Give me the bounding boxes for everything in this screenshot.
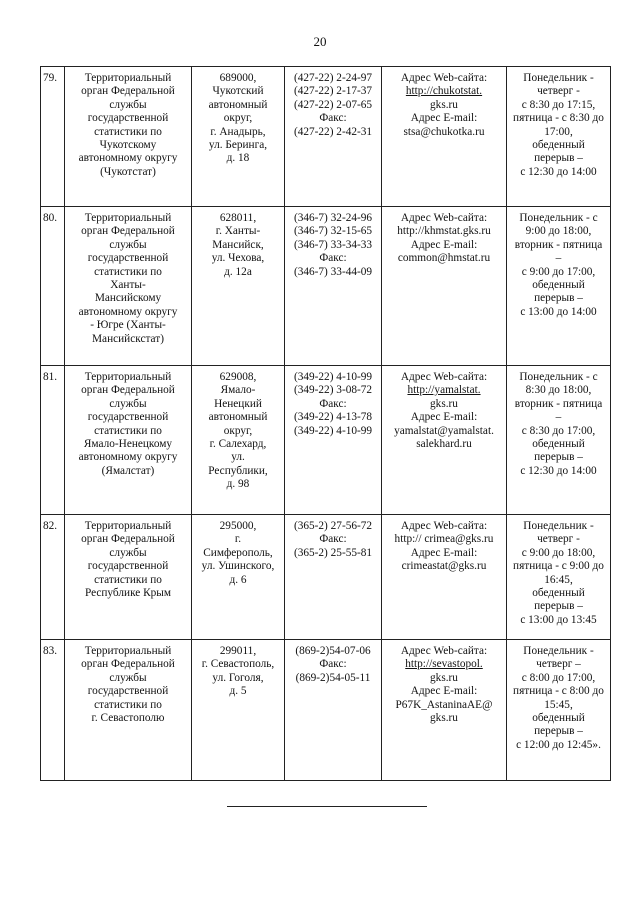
text-line: д. 18 <box>226 152 250 165</box>
text-line: г. Ханты- <box>215 225 261 238</box>
text-line: (Чукотстат) <box>100 165 156 178</box>
text-line: перерыв – <box>534 600 583 613</box>
text-line: 299011, <box>219 645 257 657</box>
text-line: Понедельник - <box>523 72 594 84</box>
text-line: орган Федеральной <box>81 85 175 98</box>
text-line: ул. Гоголя, <box>212 671 264 684</box>
text-line: 689000, <box>219 72 257 84</box>
text-line: с 13:00 до 13:45 <box>520 613 597 626</box>
table-row <box>41 207 611 366</box>
text-line: государственной <box>87 685 169 698</box>
email-label: Адрес E-mail: <box>410 112 478 125</box>
text-line: автономному округу <box>78 152 178 165</box>
text-line: службы <box>109 98 147 111</box>
email-label: Адрес E-mail: <box>410 238 478 251</box>
text-line: Факс: <box>319 397 347 410</box>
text-line: службы <box>109 671 147 684</box>
text-line: с 13:00 до 14:00 <box>520 305 597 318</box>
text-line: службы <box>109 397 147 410</box>
text-line: перерыв – <box>534 152 583 165</box>
text-line: (346-7) 32-15-65 <box>293 225 373 238</box>
text-line: Республике Крым <box>84 587 172 600</box>
text-line: Ямало- <box>220 384 256 397</box>
text-line: обеденный <box>532 279 585 292</box>
text-line: перерыв – <box>534 292 583 305</box>
phone-numbers <box>285 67 382 207</box>
text-line: государственной <box>87 560 169 573</box>
text-line: с 8:00 до 17:00, <box>521 671 596 684</box>
text-line: Ханты- <box>110 279 146 292</box>
text-line: Территориальный <box>84 520 172 532</box>
registry-table <box>40 66 611 781</box>
text-line: пятница - с 9:00 до <box>513 560 604 573</box>
email-address[interactable]: yamalstat@yamalstat. <box>394 424 494 437</box>
text-line: пятница - с 8:00 до <box>513 685 604 698</box>
text-line: статистики по <box>94 424 162 437</box>
text-line: орган Федеральной <box>81 658 175 671</box>
table-row <box>41 515 611 640</box>
text-line: 295000, <box>219 520 257 532</box>
text-line: Республики, <box>208 464 268 477</box>
text-line: статистики по <box>94 265 162 278</box>
text-line: 15:45, <box>544 698 573 711</box>
text-line: округ, <box>223 112 253 125</box>
text-line: г. Севастополю <box>91 712 165 725</box>
organization-name <box>65 207 192 366</box>
email-address-cont[interactable]: gks.ru <box>430 712 458 725</box>
text-line: Понедельник - с <box>519 212 598 224</box>
working-hours <box>507 515 611 640</box>
text-line: д. 12а <box>224 265 252 278</box>
text-line: 9:00 до 18:00, <box>525 225 592 238</box>
text-line: Понедельник - <box>523 645 594 657</box>
text-line: с 8:30 до 17:00, <box>521 424 596 437</box>
web-label: Адрес Web-сайта: <box>400 72 488 84</box>
email-address[interactable]: common@hmstat.ru <box>397 252 491 265</box>
table-row <box>41 366 611 515</box>
text-line: автономному округу <box>78 305 178 318</box>
text-line: д. 98 <box>226 478 250 491</box>
text-line: (346-7) 32-24-96 <box>293 212 373 224</box>
text-line: ул. Чехова, <box>211 252 265 265</box>
text-line: Территориальный <box>84 212 172 224</box>
text-line: ул. Беринга, <box>208 139 268 152</box>
footer-divider <box>227 806 427 807</box>
table-row <box>41 640 611 781</box>
text-line: Факс: <box>319 112 347 125</box>
text-line: (869-2)54-05-11 <box>295 671 371 684</box>
postal-address <box>192 515 285 640</box>
text-line: Мансийск, <box>212 238 264 251</box>
text-line: (349-22) 4-13-78 <box>293 411 373 424</box>
text-line: орган Федеральной <box>81 533 175 546</box>
text-line: 16:45, <box>544 573 573 586</box>
text-line: Понедельник - <box>523 520 594 532</box>
text-line: Ненецкий <box>214 397 262 410</box>
row-number: 82. <box>41 515 65 640</box>
text-line: государственной <box>87 112 169 125</box>
text-line: обеденный <box>532 438 585 451</box>
text-line: Территориальный <box>84 371 172 383</box>
web-label: Адрес Web-сайта: <box>400 645 488 657</box>
organization-name <box>65 640 192 781</box>
text-line: с 9:00 до 18:00, <box>521 546 596 559</box>
text-line: четверг – <box>536 658 581 671</box>
organization-name <box>65 67 192 207</box>
email-address-cont[interactable]: salekhard.ru <box>416 438 472 451</box>
text-line: перерыв – <box>534 725 583 738</box>
website-link-cont[interactable]: gks.ru <box>430 671 458 684</box>
email-label: Адрес E-mail: <box>410 546 478 559</box>
web-label: Адрес Web-сайта: <box>400 212 488 224</box>
email-address[interactable]: stsa@chukotka.ru <box>403 125 485 138</box>
text-line: г. Салехард, <box>209 438 267 451</box>
row-number: 80. <box>41 207 65 366</box>
web-label: Адрес Web-сайта: <box>400 520 488 532</box>
web-contacts <box>382 640 507 781</box>
text-line: - Югре (Ханты- <box>90 319 166 332</box>
working-hours <box>507 67 611 207</box>
text-line: (427-22) 2-07-65 <box>293 98 373 111</box>
text-line: д. 6 <box>229 573 247 586</box>
text-line: г. Севастополь, <box>201 658 275 671</box>
text-line: пятница - с 8:30 до <box>513 112 604 125</box>
text-line: перерыв – <box>534 451 583 464</box>
postal-address <box>192 366 285 515</box>
phone-numbers <box>285 515 382 640</box>
text-line: (349-22) 3-08-72 <box>293 384 373 397</box>
text-line: Понедельник - с <box>519 371 598 383</box>
text-line: автономному округу <box>78 451 178 464</box>
text-line: с 12:30 до 14:00 <box>520 464 597 477</box>
text-line: (427-22) 2-42-31 <box>293 125 373 138</box>
text-line: обеденный <box>532 139 585 152</box>
text-line: (346-7) 33-44-09 <box>293 265 373 278</box>
text-line: Мансийскому <box>94 292 162 305</box>
text-line: с 8:30 до 17:15, <box>521 98 596 111</box>
text-line: Чукотскому <box>99 139 157 152</box>
text-line: (349-22) 4-10-99 <box>293 424 373 437</box>
page-number: 20 <box>313 34 327 49</box>
text-line: (365-2) 27-56-72 <box>293 520 373 532</box>
text-line: (365-2) 25-55-81 <box>293 546 373 559</box>
text-line: автономный <box>208 411 268 424</box>
phone-numbers <box>285 366 382 515</box>
text-line: государственной <box>87 252 169 265</box>
text-line: Чукотский <box>212 85 264 98</box>
text-line: орган Федеральной <box>81 384 175 397</box>
web-contacts <box>382 366 507 515</box>
table-row <box>41 67 611 207</box>
text-line: статистики по <box>94 573 162 586</box>
website-link-cont[interactable]: gks.ru <box>430 98 458 111</box>
text-line: автономный <box>208 98 268 111</box>
email-label: Адрес E-mail: <box>410 411 478 424</box>
row-number: 79. <box>41 67 65 207</box>
text-line: Симферополь, <box>203 546 273 559</box>
text-line: с 12:00 до 12:45». <box>516 738 601 751</box>
text-line: (427-22) 2-24-97 <box>293 72 373 84</box>
email-label: Адрес E-mail: <box>410 685 478 698</box>
web-contacts <box>382 67 507 207</box>
text-line: Мансийскстат) <box>92 332 164 345</box>
postal-address <box>192 640 285 781</box>
email-address[interactable]: P67K_AstaninaAE@ <box>395 698 493 711</box>
text-line: службы <box>109 546 147 559</box>
text-line: ул. <box>231 451 245 464</box>
postal-address <box>192 67 285 207</box>
text-line: 17:00, <box>544 125 573 138</box>
web-label: Адрес Web-сайта: <box>400 371 488 383</box>
text-line: – <box>555 411 562 424</box>
email-address[interactable]: crimeastat@gks.ru <box>401 560 487 573</box>
text-line: Территориальный <box>84 645 172 657</box>
text-line: Факс: <box>319 533 347 546</box>
text-line: – <box>555 252 562 265</box>
text-line: 628011, <box>219 212 257 224</box>
organization-name <box>65 366 192 515</box>
text-line: Факс: <box>319 658 347 671</box>
text-line: вторник - пятница <box>514 397 603 410</box>
text-line: д. 5 <box>229 685 247 698</box>
phone-numbers <box>285 640 382 781</box>
text-line: четверг - <box>537 533 580 546</box>
working-hours <box>507 207 611 366</box>
text-line: обеденный <box>532 712 585 725</box>
web-contacts <box>382 515 507 640</box>
working-hours <box>507 366 611 515</box>
postal-address <box>192 207 285 366</box>
web-contacts <box>382 207 507 366</box>
text-line: статистики по <box>94 698 162 711</box>
text-line: (Ямалстат) <box>101 464 155 477</box>
text-line: четверг - <box>537 85 580 98</box>
working-hours <box>507 640 611 781</box>
website-link[interactable]: http://chukotstat. <box>405 85 483 98</box>
text-line: Факс: <box>319 252 347 265</box>
text-line: орган Федеральной <box>81 225 175 238</box>
row-number: 83. <box>41 640 65 781</box>
text-line: статистики по <box>94 125 162 138</box>
website-link[interactable]: http://khmstat.gks.ru <box>397 225 491 238</box>
text-line: с 9:00 до 17:00, <box>521 265 596 278</box>
text-line: (346-7) 33-34-33 <box>293 238 373 251</box>
text-line: Ямало-Ненецкому <box>83 438 173 451</box>
website-link[interactable]: http://sevastopol. <box>405 658 483 671</box>
text-line: (427-22) 2-17-37 <box>293 85 373 98</box>
text-line: г. <box>234 533 242 546</box>
text-line: округ, <box>223 424 253 437</box>
text-line: ул. Ушинского, <box>201 560 275 573</box>
text-line: с 12:30 до 14:00 <box>520 165 597 178</box>
text-line: службы <box>109 238 147 251</box>
text-line: (349-22) 4-10-99 <box>293 371 373 383</box>
text-line: Территориальный <box>84 72 172 84</box>
phone-numbers <box>285 207 382 366</box>
row-number: 81. <box>41 366 65 515</box>
website-link[interactable]: http://yamalstat. <box>407 384 481 397</box>
text-line: 8:30 до 18:00, <box>525 384 592 397</box>
text-line: вторник - пятница <box>514 238 603 251</box>
text-line: (869-2)54-07-06 <box>295 645 371 657</box>
website-link-cont[interactable]: gks.ru <box>430 397 458 410</box>
text-line: 629008, <box>219 371 257 383</box>
organization-name <box>65 515 192 640</box>
text-line: г. Анадырь, <box>210 125 266 138</box>
text-line: обеденный <box>532 587 585 600</box>
website-link[interactable]: http:// crimea@gks.ru <box>394 533 494 546</box>
text-line: государственной <box>87 411 169 424</box>
